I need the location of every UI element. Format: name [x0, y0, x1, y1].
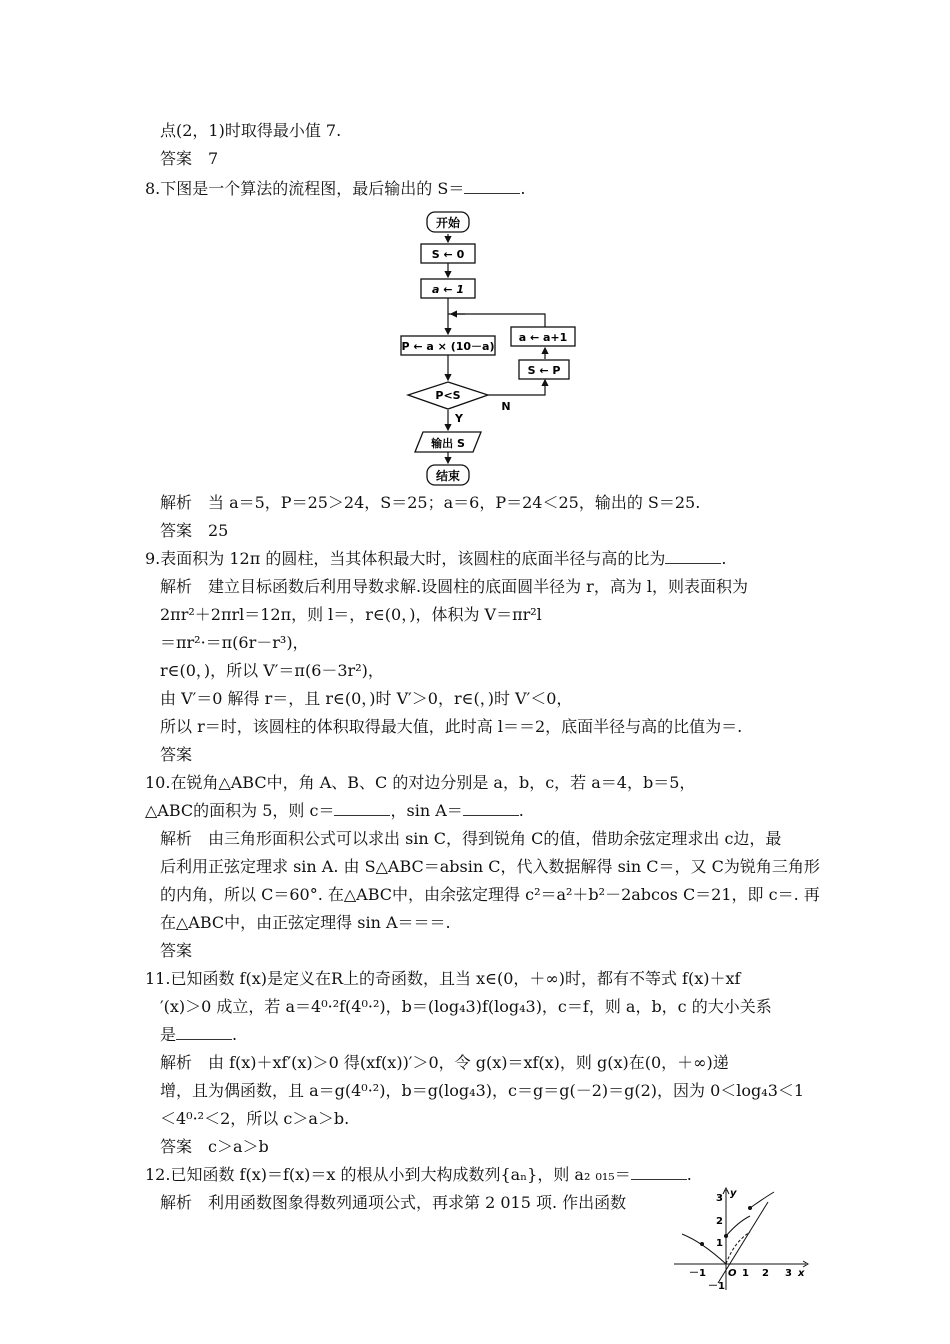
question-11: 11.已知函数 f(x)是定义在R上的奇函数，且当 x∈(0，＋∞)时，都有不等式 f(x)＋xf: [145, 969, 741, 988]
text-line: 后利用正弦定理求 sin A. 由 S△ABC＝absin C，代入数据解得 sin C＝，又 C为锐角三角形: [160, 857, 820, 876]
flow-yes-label: Y: [455, 412, 463, 425]
flow-condition-text: P<S: [435, 389, 461, 402]
text-line: 增，且为偶函数，且 a＝g(4⁰·²)，b＝g(log₄3)，c＝g＝g(－2)＝g(2)，因为 0＜log₄3＜1: [160, 1081, 805, 1100]
text-line: ＝πr²·＝π(6r－r³)，: [160, 633, 309, 652]
curve-2: [726, 1216, 750, 1236]
flow-start-text: 开始: [435, 216, 461, 230]
flowchart: [401, 206, 568, 491]
analysis-11: 解析 由 f(x)＋xf′(x)＞0 得(xf(x))′＞0，令 g(x)＝xf(x)，则 g(x)在(0，＋∞)递: [160, 1053, 729, 1072]
answer-blank: [665, 549, 721, 564]
answer-blank: [631, 1165, 687, 1180]
y-tick-2: 2: [716, 1216, 723, 1227]
question-8: 8.下图是一个算法的流程图，最后输出的 S＝ .: [145, 179, 526, 198]
text-line: 所以 r＝时，该圆柱的体积取得最大值，此时高 l＝＝2，底面半径与高的比值为＝.: [160, 717, 743, 736]
origin-label: O: [728, 1268, 737, 1279]
flow-s-init-text: S ← 0: [431, 248, 465, 261]
x-tick-neg1: －1: [689, 1268, 706, 1279]
answer-8: 答案 25: [160, 521, 229, 540]
y-axis-label: y: [730, 1188, 737, 1199]
answer-blank: [176, 1025, 232, 1040]
text-line: △ABC的面积为 5，则 c＝ ，sin A＝ .: [145, 801, 524, 820]
flow-inc-a-text: a ← a+1: [518, 331, 568, 344]
text-line: 由 V′＝0 解得 r＝，且 r∈(0，)时 V′＞0，r∈(，)时 V′＜0，: [160, 689, 573, 708]
text-line: 2πr²＋2πrl＝12π，则 l＝，r∈(0，)，体积为 V＝πr²l: [160, 605, 542, 624]
question-12: 12.已知函数 f(x)＝f(x)＝x 的根从小到大构成数列{aₙ}，则 a₂ ₀₁₅＝ .: [145, 1165, 692, 1184]
answer-blank: [464, 179, 520, 194]
analysis-12: 解析 利用函数图象得数列通项公式，再求第 2 015 项. 作出函数: [160, 1193, 627, 1212]
text-line: r∈(0，)，所以 V′＝π(6－3r²)，: [160, 661, 384, 680]
question-10: 10.在锐角△ABC中，角 A、B、C 的对边分别是 a，b，c，若 a＝4，b＝5，: [145, 773, 696, 792]
answer-blank: [334, 801, 390, 816]
text-line: 的内角，所以 C＝60°. 在△ABC中，由余弦定理得 c²＝a²＋b²－2abcos C＝21，即 c＝. 再: [160, 885, 820, 904]
analysis-10: 解析 由三角形面积公式可以求出 sin C，得到锐角 C的值，借助余弦定理求出 c边，最: [160, 829, 782, 848]
answer-line: 答案 7: [160, 149, 219, 168]
text-line: 是 .: [160, 1025, 238, 1044]
text-line: ＜4⁰·²＜2，所以 c＞a＞b.: [160, 1109, 350, 1128]
flow-compute-p-text: P ← a × (10－a): [401, 340, 495, 353]
flow-assign-s-text: S ← P: [527, 364, 561, 377]
analysis-8: 解析 当 a＝5，P＝25＞24，S＝25；a＝6，P＝24＜25，输出的 S＝25.: [160, 493, 701, 512]
x-axis-label: x: [798, 1268, 805, 1279]
text-line: 在△ABC中，由正弦定理得 sin A＝＝＝.: [160, 913, 451, 932]
flow-no-label: N: [501, 400, 511, 413]
function-graph: [672, 1186, 812, 1296]
answer-11: 答案 c＞a＞b: [160, 1137, 269, 1156]
question-9: 9.表面积为 12π 的圆柱，当其体积最大时，该圆柱的底面半径与高的比为 .: [145, 549, 727, 568]
answer-10: 答案: [160, 941, 193, 960]
graph-point: [724, 1234, 728, 1238]
x-tick-3: 3: [785, 1268, 792, 1279]
text-line: ′(x)＞0 成立，若 a＝4⁰·²f(4⁰·²)，b＝(log₄3)f(log₄3)，c＝f，则 a，b，c 的大小关系: [160, 997, 772, 1016]
answer-9: 答案: [160, 745, 193, 764]
flow-a-init-text: a ← 1: [432, 283, 464, 296]
x-tick-1: 1: [742, 1268, 749, 1279]
y-tick-1: 1: [716, 1238, 723, 1249]
graph-point: [700, 1242, 704, 1246]
analysis-9: 解析 建立目标函数后利用导数求解.设圆柱的底面圆半径为 r，高为 l，则表面积为: [160, 577, 749, 596]
curve-3: [750, 1192, 774, 1208]
y-tick-neg1: －1: [708, 1281, 725, 1292]
x-tick-2: 2: [762, 1268, 769, 1279]
text-line: 点(2，1)时取得最小值 7.: [160, 121, 342, 140]
flow-end-text: 结束: [435, 469, 461, 483]
answer-blank: [463, 801, 519, 816]
y-tick-3: 3: [716, 1193, 723, 1204]
graph-point: [748, 1206, 752, 1210]
flow-output-text: 输出 S: [431, 437, 465, 450]
